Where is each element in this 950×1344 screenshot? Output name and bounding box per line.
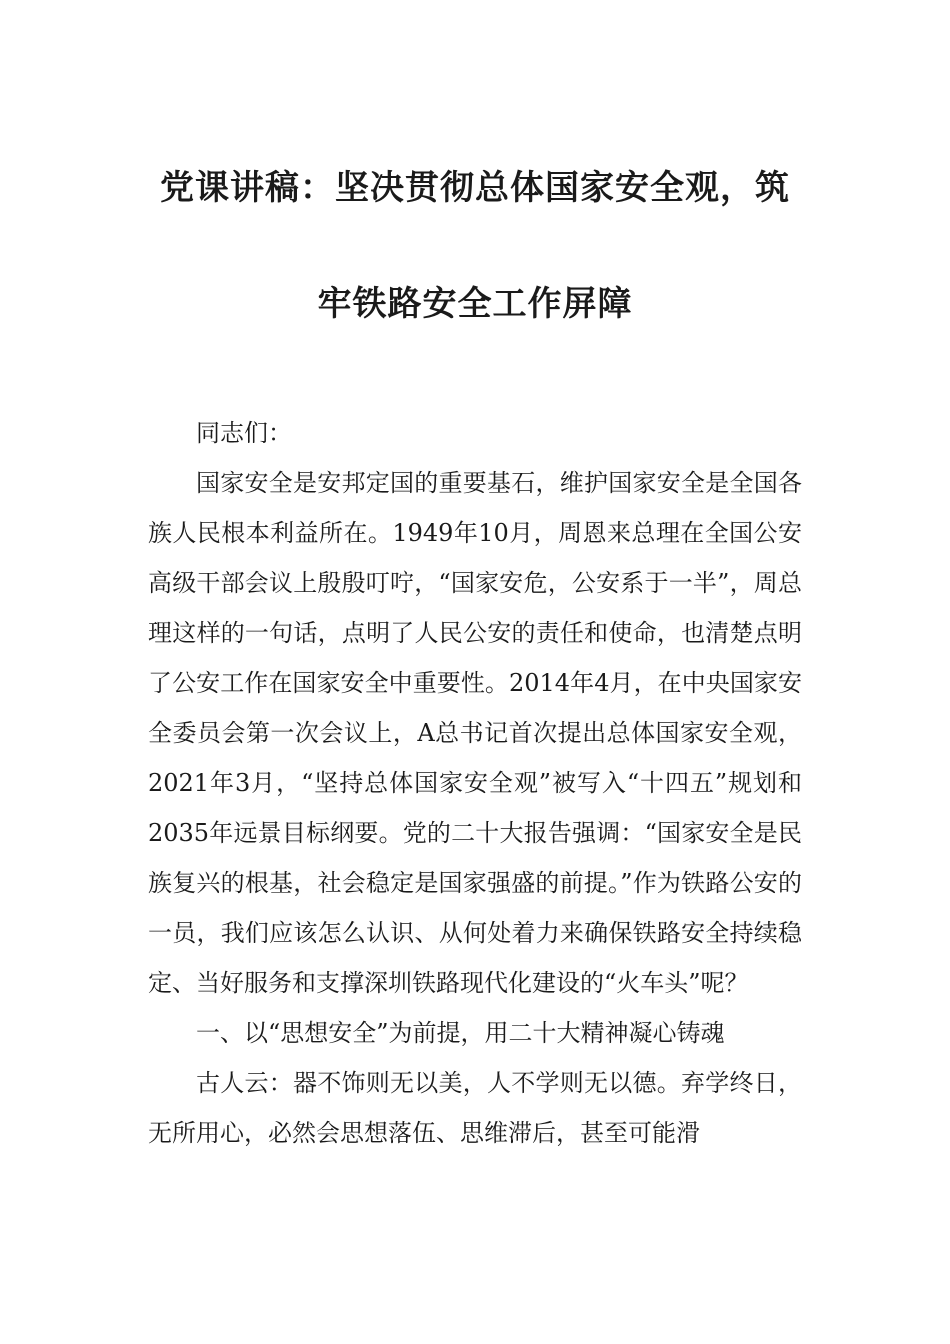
salutation: 同志们：: [196, 419, 292, 447]
paragraph-section-1: 古人云：器不饰则无以美，人不学则无以德。弃学终日，无所用心，必然会思想落伍、思维滞后，甚至可能滑: [148, 1069, 802, 1147]
document-title-line-2: 牢铁路安全工作屏障: [317, 284, 633, 324]
paragraph-intro: 国家安全是安邦定国的重要基石，维护国家安全是全国各族人民根本利益所在。1949年10月，周恩来总理在全国公安高级干部会议上殷殷叮咛，“国家安危，公安系于一半”，周总理这样的一句话，点明了人民公安的责任和使命，也清楚点明了公安工作在国家安全中重要性。2014年4月，在中央国家安全委员会第一次会议上，A总书记首次提出总体国家安全观，2021年3月，“坚持总体国家安全观”被写入“十四五”规划和2035年远景目标纲要。党的二十大报告强调：“国家安全是民族复兴的根基，社会稳定是国家强盛的前提。”作为铁路公安的一员，我们应该怎么认识、从何处着力来确保铁路安全持续稳定、当好服务和支撑深圳铁路现代化建设的“火车头”呢？: [148, 469, 802, 997]
document-body: [148, 408, 802, 1158]
section-heading-1: 一、以“思想安全”为前提，用二十大精神凝心铸魂: [196, 1019, 725, 1047]
document-title-line-1: 党课讲稿：坚决贯彻总体国家安全观，筑: [160, 168, 790, 208]
